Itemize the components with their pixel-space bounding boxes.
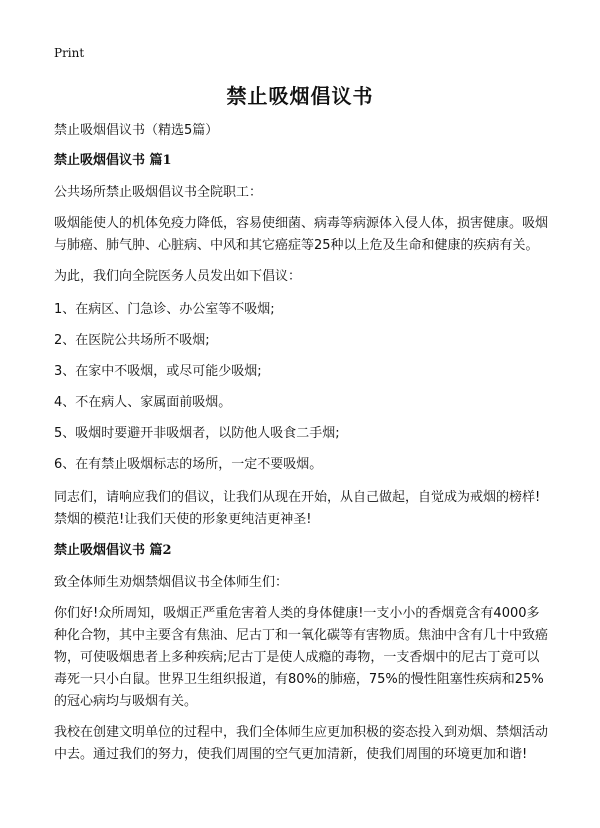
list-item: 1、在病区、门急诊、办公室等不吸烟; [54,302,275,317]
document-body [54,120,550,775]
greeting: 致全体师生劝烟禁烟倡议书全体师生们： [54,575,289,590]
list-item: 3、在家中不吸烟，或尽可能少吸烟; [54,364,262,379]
section-heading: 禁止吸烟倡议书 篇2 [54,543,172,558]
print-link[interactable]: Print [54,46,85,60]
list-item: 2、在医院公共场所不吸烟; [54,333,210,348]
list-item: 4、不在病人、家属面前吸烟。 [54,395,232,410]
paragraph: 同志们，请响应我们的倡议，让我们从现在开始，从自己做起，自觉成为戒烟的榜样!禁烟的模范!让我们天使的形象更纯洁更神圣! [54,490,541,527]
section-heading: 禁止吸烟倡议书 篇1 [54,153,172,168]
list-item: 5、吸烟时要避开非吸烟者，以防他人吸食二手烟; [54,426,340,441]
page-title: 禁止吸烟倡议书 [226,84,374,108]
paragraph: 为此，我们向全院医务人员发出如下倡议： [54,269,302,284]
greeting: 公共场所禁止吸烟倡议书全院职工： [54,185,263,200]
paragraph: 我校在创建文明单位的过程中，我们全体师生应更加积极的姿态投入到劝烟、禁烟活动中去。通过我们的努力，使我们周围的空气更加清新，使我们周围的环境更加和谐! [54,725,549,762]
paragraph: 你们好!众所周知，吸烟正严重危害着人类的身体健康!一支小小的香烟竟含有4000多种化合物，其中主要含有焦油、尼古丁和一氧化碳等有害物质。焦油中含有几十中致癌物，可使吸烟患者上多种疾病;尼古丁是使人成瘾的毒物，一支香烟中的尼古丁竟可以毒死一只小白鼠。世界卫生组织报道，有80%的肺癌，75%的慢性阻塞性疾病和25%的冠心病均与吸烟有关。 [54,606,549,709]
paragraph: 吸烟能使人的机体免疫力降低，容易使细菌、病毒等病源体入侵人体，损害健康。吸烟与肺癌、肺气肿、心脏病、中风和其它癌症等25种以上危及生命和健康的疾病有关。 [54,216,549,253]
document-subtitle: 禁止吸烟倡议书（精选5篇） [54,123,219,138]
list-item: 6、在有禁止吸烟标志的场所，一定不要吸烟。 [54,457,323,472]
